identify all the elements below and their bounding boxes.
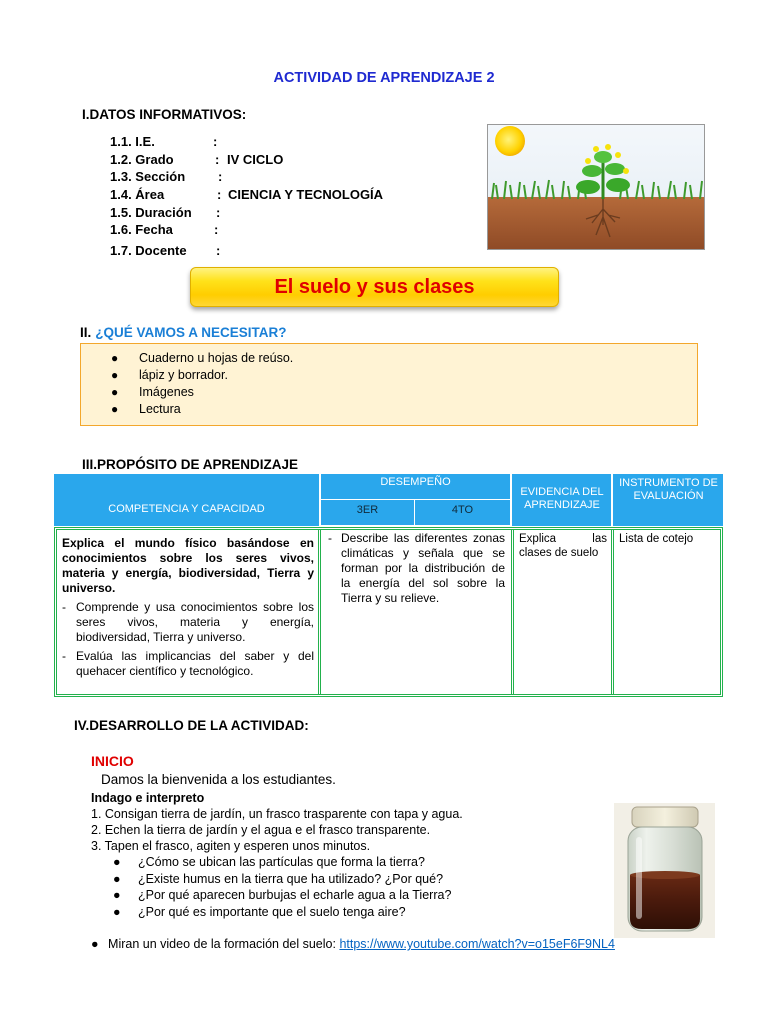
- question-text: ¿Cómo se ubican las partículas que forma la tierra?: [138, 855, 425, 869]
- info-label: 1.1. I.E.: [110, 134, 155, 149]
- bullet-icon: ●: [111, 368, 119, 382]
- list-item-text: Imágenes: [139, 385, 194, 399]
- header-evidencia: EVIDENCIA DEL APRENDIZAJE: [520, 486, 604, 511]
- info-colon: :: [215, 152, 220, 167]
- header-divider: [611, 474, 613, 526]
- bullet-icon: ●: [111, 402, 119, 416]
- info-row-docente: [110, 242, 470, 259]
- table-body: [54, 527, 723, 697]
- info-colon: :: [216, 205, 221, 220]
- capacidad-item: [62, 600, 314, 645]
- competencia-text: Explica el mundo físico basándose en conocimientos sobre los seres vivos, materia y energía, biodiversidad, Tierra y universo.: [62, 536, 314, 595]
- info-row-area: [110, 186, 470, 203]
- step-item: 2. Echen la tierra de jardín y el agua e el frasco transparente.: [91, 823, 431, 837]
- desempeno-cell: [328, 531, 505, 606]
- competencia-cell: [62, 536, 314, 679]
- bullet-icon: ●: [111, 351, 119, 365]
- video-link[interactable]: https://www.youtube.com/watch?v=o15eF6F9NL4: [339, 937, 615, 951]
- list-item-text: lápiz y borrador.: [139, 368, 228, 382]
- desempeno-text: Describe las diferentes zonas climáticas y señala que se forman por la distribución de la energía del sol sobre la Tierra y su relieve.: [341, 531, 505, 605]
- section-heading-text: ¿QUÉ VAMOS A NECESITAR?: [95, 325, 287, 340]
- header-divider: [510, 474, 512, 526]
- header-grade-4: 4TO: [451, 504, 474, 516]
- dash-icon: -: [328, 531, 332, 545]
- dash-icon: -: [62, 600, 66, 614]
- column-divider: [611, 530, 614, 694]
- section-datos-heading: [82, 107, 246, 122]
- soil-jar-illustration: [614, 803, 715, 938]
- column-divider: [318, 530, 321, 694]
- info-row-fecha: [110, 221, 470, 238]
- dash-icon: -: [62, 649, 66, 663]
- info-label: 1.5. Duración: [110, 205, 192, 220]
- section-numeral: IV.: [74, 718, 90, 733]
- topic-banner: El suelo y sus clases: [190, 267, 559, 307]
- materials-box: [80, 343, 698, 426]
- header-divider: [321, 525, 510, 526]
- video-text: Miran un video de la formación del suelo:: [108, 937, 336, 951]
- section-numeral: II.: [80, 325, 92, 340]
- info-row-duracion: [110, 204, 470, 221]
- video-line: [91, 937, 615, 951]
- header-desempeno: DESEMPEÑO: [380, 476, 451, 488]
- info-colon: :: [214, 222, 219, 237]
- info-colon: :: [216, 243, 221, 258]
- capacidad-text: Evalúa las implicancias del saber y del quehacer científico y tecnológico.: [76, 649, 314, 678]
- capacidad-item: [62, 649, 314, 679]
- indago-heading: Indago e interpreto: [91, 791, 205, 805]
- info-colon: :: [217, 187, 222, 202]
- header-competencia: COMPETENCIA Y CAPACIDAD: [108, 503, 265, 515]
- bullet-icon: ●: [111, 385, 119, 399]
- table-header: [54, 474, 723, 526]
- list-item: [111, 401, 293, 418]
- info-row-grado: [110, 151, 470, 168]
- section-heading-text: DATOS INFORMATIVOS:: [89, 107, 247, 122]
- info-label: 1.6. Fecha: [110, 222, 173, 237]
- question-text: ¿Existe humus en la tierra que ha utilizado? ¿Por qué?: [138, 872, 444, 886]
- desempeno-item: [328, 531, 505, 606]
- section-numeral: III.: [82, 457, 98, 472]
- evidencia-cell: Explica las clases de suelo: [519, 533, 607, 559]
- info-row-seccion: [110, 168, 470, 185]
- info-colon: :: [213, 134, 218, 149]
- plant-soil-illustration: [487, 124, 705, 250]
- section-needs-heading: [80, 325, 287, 340]
- bullet-icon: ●: [113, 905, 121, 919]
- inicio-heading: INICIO: [91, 753, 134, 769]
- step-item: 3. Tapen el frasco, agiten y esperen unos minutos.: [91, 839, 371, 853]
- info-label: 1.4. Área: [110, 187, 165, 202]
- info-label: 1.3. Sección: [110, 169, 186, 184]
- bullet-icon: ●: [113, 888, 121, 902]
- step-item: 1. Consigan tierra de jardín, un frasco trasparente con tapa y agua.: [91, 807, 463, 821]
- header-instrumento: INSTRUMENTO DE EVALUACIÓN: [619, 477, 718, 502]
- header-divider: [321, 499, 510, 500]
- list-item: [111, 384, 293, 401]
- list-item-text: Lectura: [139, 402, 181, 416]
- list-item-text: Cuaderno u hojas de reúso.: [139, 351, 294, 365]
- section-numeral: I.: [82, 107, 90, 122]
- capacidad-text: Comprende y usa conocimientos sobre los seres vivos, materia y energía, biodiversidad, Tierra y universo.: [76, 600, 314, 644]
- info-value: IV CICLO: [227, 152, 284, 167]
- bullet-icon: ●: [113, 855, 121, 869]
- info-value: CIENCIA Y TECNOLOGÍA: [228, 187, 384, 202]
- document-title: ACTIVIDAD DE APRENDIZAJE 2: [273, 70, 495, 86]
- question-text: ¿Por qué aparecen burbujas el echarle agua a la Tierra?: [138, 888, 452, 902]
- section-heading-text: PROPÓSITO DE APRENDIZAJE: [97, 457, 299, 472]
- info-label: 1.7. Docente: [110, 243, 187, 258]
- instrumento-cell: Lista de cotejo: [619, 533, 694, 545]
- info-row-ie: [110, 133, 470, 150]
- bullet-icon: ●: [113, 872, 121, 886]
- info-label: 1.2. Grado: [110, 152, 174, 167]
- header-grade-3: 3ER: [321, 504, 414, 517]
- section-desarrollo-heading: [74, 718, 309, 733]
- question-text: ¿Por qué es importante que el suelo tenga aire?: [138, 905, 406, 919]
- materials-list: [111, 350, 293, 418]
- welcome-text: Damos la bienvenida a los estudiantes.: [101, 772, 336, 787]
- section-proposito-heading: [82, 457, 298, 472]
- column-divider: [511, 530, 514, 694]
- list-item: [111, 367, 293, 384]
- section-heading-text: DESARROLLO DE LA ACTIVIDAD:: [89, 718, 309, 733]
- bullet-icon: ●: [91, 937, 99, 951]
- info-colon: :: [218, 169, 223, 184]
- list-item: [111, 350, 293, 367]
